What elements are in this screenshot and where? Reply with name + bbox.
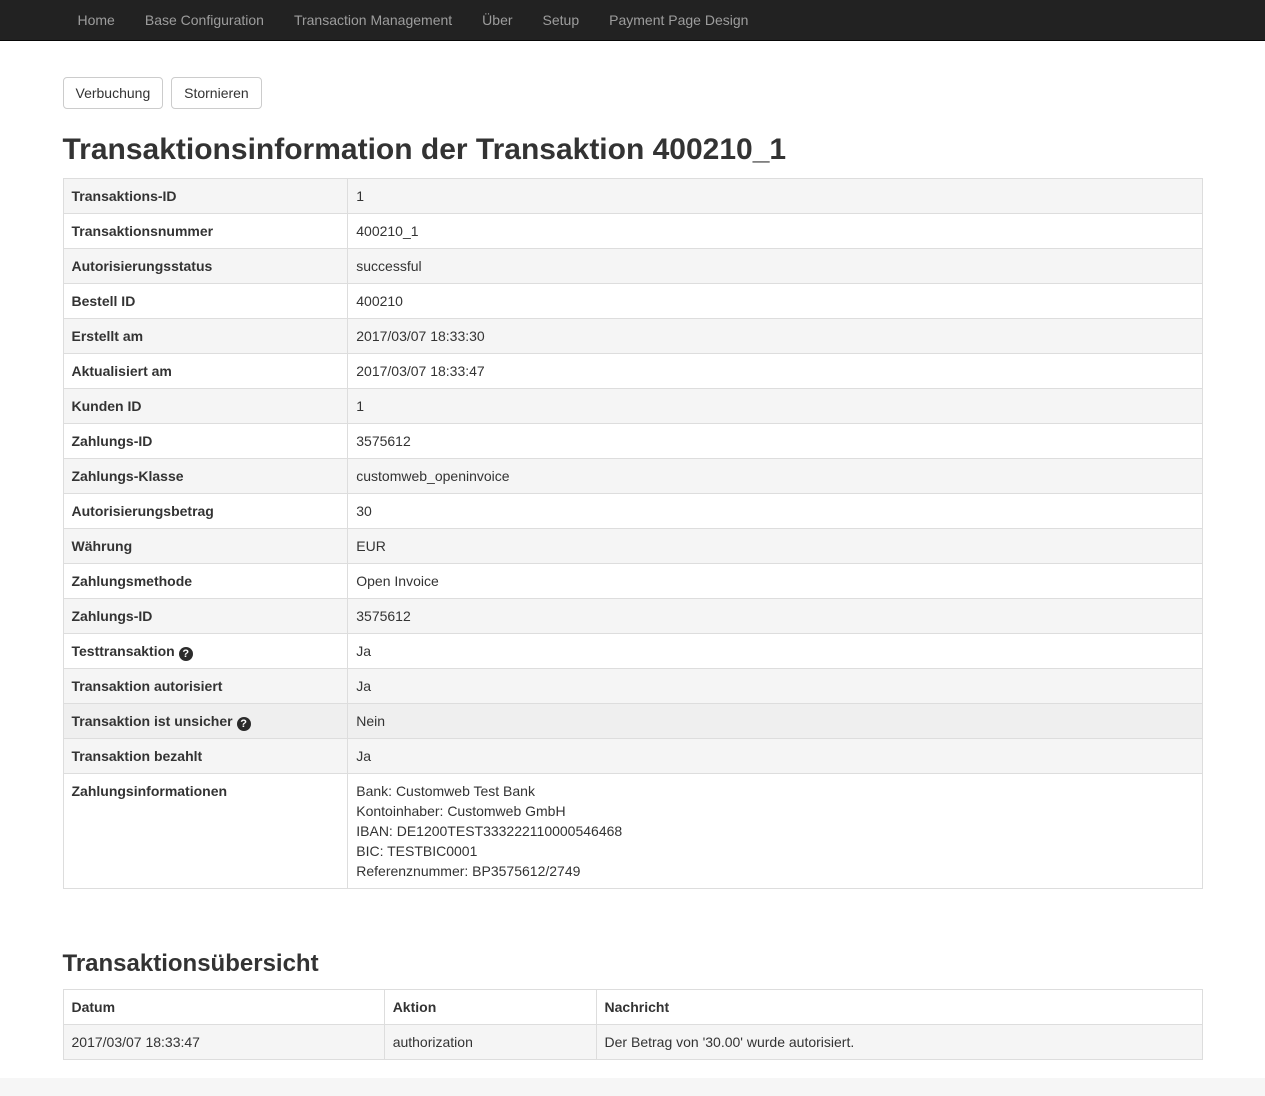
table-row [63, 739, 1202, 774]
row-label: Transaktion bezahlt [63, 739, 348, 774]
navbar-item-transaction-management [279, 0, 467, 40]
row-label: Autorisierungsbetrag [63, 494, 348, 529]
navbar-link[interactable]: Payment Page Design [609, 12, 749, 28]
row-value: 2017/03/07 18:33:30 [348, 319, 1202, 354]
row-label: Autorisierungsstatus [63, 249, 348, 284]
navbar-link[interactable]: Über [482, 12, 513, 28]
overview-cell: 2017/03/07 18:33:47 [63, 1025, 384, 1060]
row-value: EUR [348, 529, 1202, 564]
row-label: Transaktionsnummer [63, 214, 348, 249]
table-row [63, 389, 1202, 424]
overview-cell: Der Betrag von '30.00' wurde autorisiert. [596, 1025, 1202, 1060]
action-button-row [63, 77, 1203, 109]
overview-column-header: Nachricht [596, 990, 1202, 1025]
stornieren-button[interactable]: Stornieren [171, 77, 262, 109]
row-value: 400210 [348, 284, 1202, 319]
row-label: Erstellt am [63, 319, 348, 354]
overview-cell: authorization [384, 1025, 596, 1060]
row-value: 1 [348, 389, 1202, 424]
row-value: Bank: Customweb Test Bank Kontoinhaber: Customweb GmbH IBAN: DE1200TEST333222110000546468 BIC: TESTBIC0001 Referenznummer: BP3575612/2749 [348, 774, 1202, 889]
navbar-item-setup [528, 0, 595, 40]
row-label: Transaktions-ID [63, 179, 348, 214]
row-value: Nein [348, 704, 1202, 739]
row-label: Transaktion ist unsicher ? [63, 704, 348, 739]
overview-row [63, 1025, 1202, 1060]
table-row [63, 214, 1202, 249]
row-value: successful [348, 249, 1202, 284]
row-value: customweb_openinvoice [348, 459, 1202, 494]
table-row [63, 704, 1202, 739]
overview-section-title: Transaktionsübersicht [62, 950, 319, 977]
navbar-link[interactable]: Setup [542, 12, 580, 28]
footer-strip [0, 1078, 1265, 1096]
table-row [63, 284, 1202, 319]
overview-column-header: Aktion [384, 990, 596, 1025]
row-value: 3575612 [348, 599, 1202, 634]
table-row [63, 564, 1202, 599]
row-label: Aktualisiert am [63, 354, 348, 389]
verbuchung-button[interactable]: Verbuchung [63, 77, 164, 109]
main-content [48, 77, 1218, 1060]
row-value: 400210_1 [348, 214, 1202, 249]
overview-column-header: Datum [63, 990, 384, 1025]
navbar-item-base-configuration [130, 0, 279, 40]
row-value: Open Invoice [348, 564, 1202, 599]
row-label: Bestell ID [63, 284, 348, 319]
row-label: Zahlungs-ID [63, 599, 348, 634]
transaction-info-table [63, 178, 1203, 889]
navbar-item--ber [467, 0, 527, 40]
table-row [63, 774, 1202, 889]
table-row [63, 249, 1202, 284]
row-value: Ja [348, 669, 1202, 704]
table-row [63, 179, 1202, 214]
navbar-link[interactable]: Transaction Management [293, 12, 453, 28]
help-question-icon[interactable]: ? [237, 717, 251, 731]
row-label: Zahlungsinformationen [63, 774, 348, 889]
row-label: Währung [63, 529, 348, 564]
table-row [63, 634, 1202, 669]
table-row [63, 459, 1202, 494]
navbar-link[interactable]: Home [77, 12, 115, 28]
row-value: 3575612 [348, 424, 1202, 459]
row-value: Ja [348, 634, 1202, 669]
row-label: Zahlungs-Klasse [63, 459, 348, 494]
overview-header-row [63, 990, 1202, 1025]
table-row [63, 354, 1202, 389]
top-navbar [0, 0, 1265, 41]
row-label: Kunden ID [63, 389, 348, 424]
row-value: 1 [348, 179, 1202, 214]
row-value: Ja [348, 739, 1202, 774]
navbar-item-home [63, 0, 130, 40]
table-row [63, 599, 1202, 634]
row-value: 30 [348, 494, 1202, 529]
transaction-overview-table [63, 989, 1203, 1060]
row-value: 2017/03/07 18:33:47 [348, 354, 1202, 389]
table-row [63, 494, 1202, 529]
row-label: Zahlungs-ID [63, 424, 348, 459]
help-question-icon[interactable]: ? [179, 647, 193, 661]
table-row [63, 669, 1202, 704]
navbar-item-payment-page-design [594, 0, 763, 40]
table-row [63, 529, 1202, 564]
row-label: Zahlungsmethode [63, 564, 348, 599]
navbar-link[interactable]: Base Configuration [144, 12, 264, 28]
table-row [63, 424, 1202, 459]
table-row [63, 319, 1202, 354]
page-title: Transaktionsinformation der Transaktion 400210_1 [62, 133, 787, 166]
row-label: Testtransaktion ? [63, 634, 348, 669]
row-label: Transaktion autorisiert [63, 669, 348, 704]
navbar-menu [63, 0, 1203, 40]
